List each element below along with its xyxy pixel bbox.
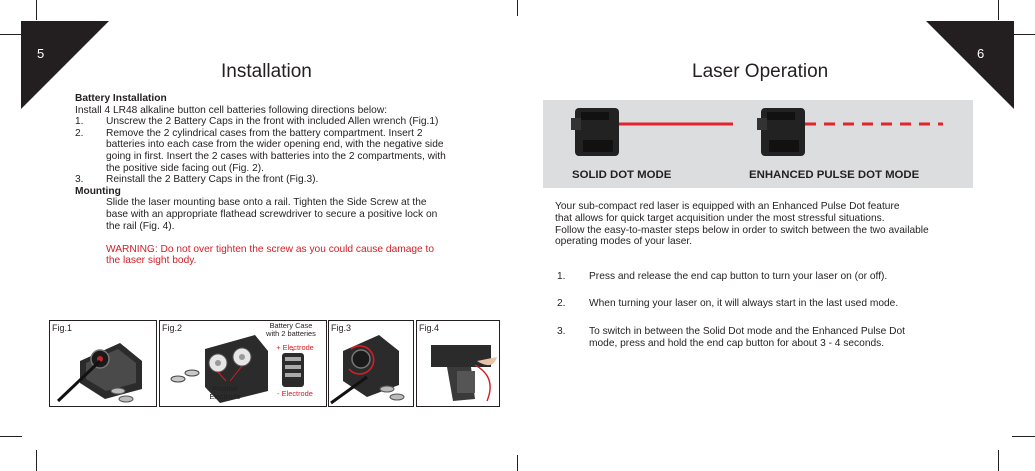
- minus-electrode-label: - Electrode: [277, 389, 313, 398]
- cap-reinstall-illustration: [329, 321, 413, 406]
- step-number: 1.: [557, 271, 566, 282]
- crop-mark: [0, 34, 22, 35]
- step-text: To switch in between the Solid Dot mode and the Enhanced Pulse Dot: [589, 326, 906, 337]
- crop-mark: [36, 0, 37, 20]
- mounting-heading: Mounting: [75, 185, 121, 197]
- laser-cap-removal-illustration: [50, 321, 156, 406]
- intro-line: that allows for quick target acquisition under the most stressful situations.: [555, 212, 885, 224]
- mounting-text: base with an appropriate flathead screwdriver to secure a positive lock on: [106, 208, 438, 220]
- laser-intro-text: [555, 201, 985, 248]
- step-number: 3.: [75, 174, 84, 186]
- step-number: 2.: [75, 127, 84, 139]
- page-corner-right: [926, 21, 1014, 109]
- battery-case-label: Battery Case with 2 batteries: [266, 321, 316, 338]
- page-title-laser-operation: Laser Operation: [692, 61, 829, 82]
- page-title-installation: Installation: [221, 61, 312, 82]
- step-text: Reinstall the 2 Battery Caps in the front (Fig.3).: [106, 174, 319, 186]
- step-text: the positive side facing out (Fig. 2).: [106, 162, 264, 174]
- crop-mark: [1012, 34, 1035, 35]
- positive-electrode-label: Positive Electrode: [209, 384, 241, 401]
- operation-step: [557, 326, 905, 350]
- battery-heading: Battery Installation: [75, 93, 167, 104]
- intro-line: Your sub-compact red laser is equipped with an Enhanced Pulse Dot feature: [555, 201, 900, 212]
- install-step: [75, 174, 485, 186]
- warning-text: the laser sight body.: [106, 255, 197, 267]
- figure-label: Fig.2: [162, 323, 183, 333]
- solid-dot-mode-label: SOLID DOT MODE: [572, 169, 672, 181]
- figure-label: Fig.1: [52, 323, 73, 333]
- figure-label: Fig.3: [331, 323, 352, 333]
- crop-mark: [517, 455, 518, 471]
- rail-mounting-illustration: [417, 321, 499, 406]
- step-text: going in first. Insert the 2 cases with batteries into the 2 compartments, with: [106, 150, 446, 162]
- operation-step: [557, 298, 898, 310]
- crop-mark: [517, 0, 518, 16]
- operation-step: [557, 271, 887, 283]
- figure-2: [159, 320, 327, 407]
- crop-mark: [36, 450, 37, 471]
- figure-1: [49, 320, 157, 407]
- step-text: When turning your laser on, it will always start in the last used mode.: [589, 298, 899, 309]
- page-number-right: 6: [977, 46, 985, 61]
- step-text: batteries into each case from the wider opening end, with the negative side: [106, 139, 444, 151]
- figure-3: [328, 320, 414, 407]
- step-text: mode, press and hold the end cap button for about 3 - 4 seconds.: [589, 338, 885, 349]
- install-step: [75, 116, 485, 128]
- crop-mark: [0, 436, 22, 437]
- install-step: [75, 128, 485, 174]
- step-number: 3.: [557, 326, 566, 337]
- battery-intro: Install 4 LR48 alkaline button cell batteries following directions below:: [75, 104, 388, 116]
- intro-line: Follow the easy-to-master steps below in order to switch between the two available: [555, 224, 929, 236]
- mounting-text: Slide the laser mounting base onto a rail. Tighten the Side Screw at the: [106, 197, 427, 209]
- page-number-left: 5: [37, 46, 45, 61]
- intro-line: operating modes of your laser.: [555, 236, 693, 248]
- step-number: 2.: [557, 298, 566, 309]
- pulse-dot-mode-label: ENHANCED PULSE DOT MODE: [749, 169, 920, 181]
- step-number: 1.: [75, 116, 84, 128]
- crop-mark: [1012, 436, 1035, 437]
- step-text: Press and release the end cap button to turn your laser on (or off).: [589, 271, 888, 282]
- installation-text: [75, 93, 485, 267]
- crop-mark: [998, 0, 999, 20]
- mounting-text: the rail (Fig. 4).: [106, 220, 175, 232]
- warning-text: WARNING: Do not over tighten the screw as you could cause damage to: [106, 243, 435, 255]
- step-text: Unscrew the 2 Battery Caps in the front with included Allen wrench (Fig.1): [106, 116, 439, 128]
- figure-4: [416, 320, 500, 407]
- figure-label: Fig.4: [419, 323, 440, 333]
- plus-electrode-label: + Electrode: [276, 343, 314, 352]
- crop-mark: [998, 450, 999, 471]
- step-text: Remove the 2 cylindrical cases from the battery compartment. Insert 2: [106, 127, 423, 139]
